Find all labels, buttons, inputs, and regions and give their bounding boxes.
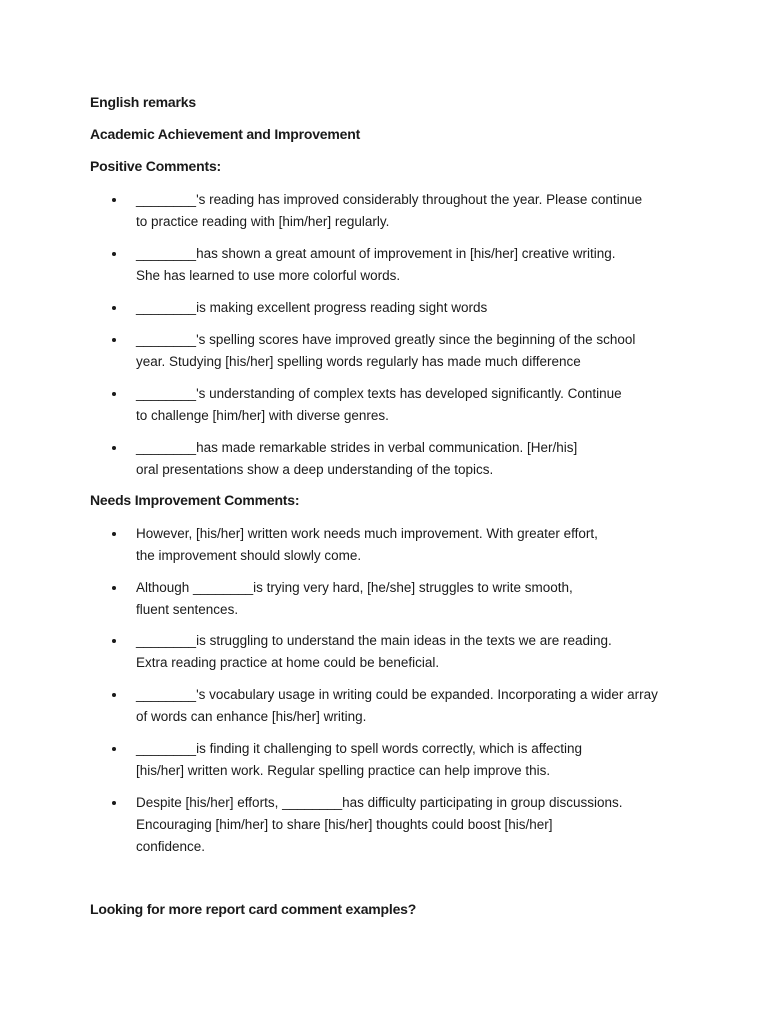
section-heading-positive: Positive Comments: (90, 158, 221, 174)
bullet-icon (112, 747, 116, 751)
bullet-icon (112, 639, 116, 643)
item-line: ________'s understanding of complex texts has developed significantly. Continue (136, 386, 622, 401)
item-line: fluent sentences. (136, 602, 239, 617)
item-line: to challenge [him/her] with diverse genres. (136, 408, 389, 423)
item-line: ________'s vocabulary usage in writing could be expanded. Incorporating a wider array (136, 687, 658, 702)
item-line: Although ________is trying very hard, [he/she] struggles to write smooth, (136, 580, 573, 595)
item-line: Extra reading practice at home could be beneficial. (136, 655, 440, 670)
footer-prompt: Looking for more report card comment examples? (90, 901, 417, 917)
item-line: ________is struggling to understand the main ideas in the texts we are reading. (136, 633, 612, 648)
item-line: to practice reading with [him/her] regularly. (136, 214, 390, 229)
item-line: She has learned to use more colorful words. (136, 268, 401, 283)
bullet-icon (112, 532, 116, 536)
item-line: Encouraging [him/her] to share [his/her] thoughts could boost [his/her] (136, 817, 553, 832)
bullet-icon (112, 252, 116, 256)
item-line: [his/her] written work. Regular spelling practice can help improve this. (136, 763, 551, 778)
item-line: the improvement should slowly come. (136, 548, 362, 563)
bullet-icon (112, 306, 116, 310)
item-line: ________is finding it challenging to spell words correctly, which is affecting (136, 741, 583, 756)
item-line: However, [his/her] written work needs much improvement. With greater effort, (136, 526, 598, 541)
item-line: ________has made remarkable strides in verbal communication. [Her/his] (136, 440, 578, 455)
item-line: Despite [his/her] efforts, ________has difficulty participating in group discussions. (136, 795, 623, 810)
item-line: of words can enhance [his/her] writing. (136, 709, 367, 724)
bullet-icon (112, 338, 116, 342)
document-title: English remarks (90, 94, 196, 110)
item-line: confidence. (136, 839, 206, 854)
item-line: ________is making excellent progress reading sight words (136, 300, 488, 315)
section-heading-needs-improvement: Needs Improvement Comments: (90, 492, 300, 508)
bullet-icon (112, 198, 116, 202)
document-subtitle: Academic Achievement and Improvement (90, 126, 361, 142)
item-line: oral presentations show a deep understanding of the topics. (136, 462, 494, 477)
item-line: ________has shown a great amount of improvement in [his/her] creative writing. (136, 246, 616, 261)
bullet-icon (112, 392, 116, 396)
item-line: ________'s reading has improved considerably throughout the year. Please continue (136, 192, 643, 207)
bullet-icon (112, 586, 116, 590)
bullet-icon (112, 801, 116, 805)
bullet-icon (112, 446, 116, 450)
bullet-icon (112, 693, 116, 697)
item-line: year. Studying [his/her] spelling words regularly has made much difference (136, 354, 581, 369)
item-line: ________'s spelling scores have improved greatly since the beginning of the school (136, 332, 636, 347)
